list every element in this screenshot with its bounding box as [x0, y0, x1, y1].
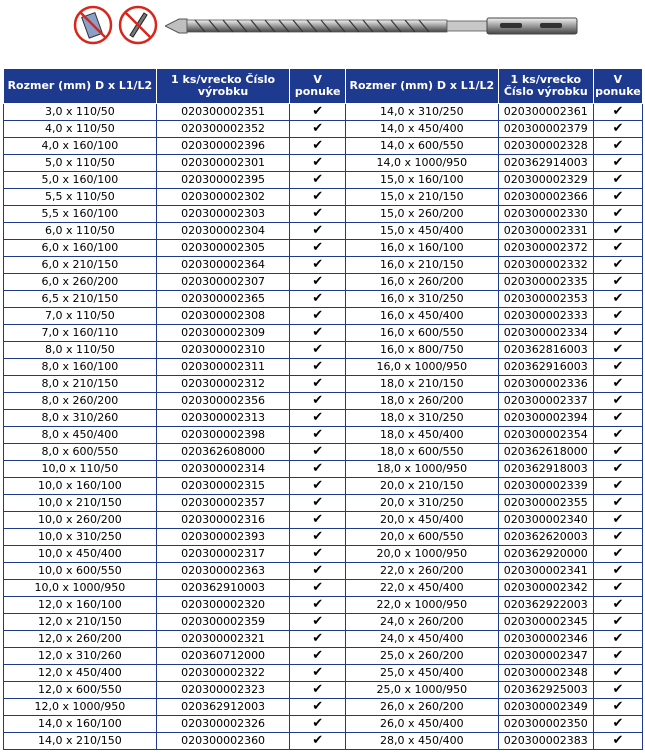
- table-row: [4, 512, 643, 529]
- product-number-left: 020300002351: [156, 104, 290, 121]
- product-number-left: 020300002321: [156, 631, 290, 648]
- availability-check-right: ✔: [593, 359, 642, 376]
- availability-check-right: ✔: [593, 699, 642, 716]
- size-right: 14,0 x 600/550: [345, 138, 498, 155]
- availability-check-right: ✔: [593, 138, 642, 155]
- table-row: [4, 699, 643, 716]
- product-number-left: 020362910003: [156, 580, 290, 597]
- product-number-left: 020362608000: [156, 444, 290, 461]
- availability-check-right: ✔: [593, 121, 642, 138]
- product-number-left: 020300002398: [156, 427, 290, 444]
- availability-check-right: ✔: [593, 444, 642, 461]
- table-row: [4, 274, 643, 291]
- product-number-left: 020300002313: [156, 410, 290, 427]
- table-row: [4, 614, 643, 631]
- product-number-right: 020362925003: [498, 682, 593, 699]
- product-number-left: 020360712000: [156, 648, 290, 665]
- availability-check-left: ✔: [290, 529, 346, 546]
- header-size-left: Rozmer (mm) D x L1/L2: [4, 69, 157, 104]
- size-left: 10,0 x 450/400: [4, 546, 157, 563]
- product-number-right: 020300002335: [498, 274, 593, 291]
- table-row: [4, 563, 643, 580]
- availability-check-left: ✔: [290, 461, 346, 478]
- availability-check-left: ✔: [290, 682, 346, 699]
- header-size-right: Rozmer (mm) D x L1/L2: [345, 69, 498, 104]
- product-number-left: 020300002308: [156, 308, 290, 325]
- table-row: [4, 291, 643, 308]
- product-number-left: 020300002352: [156, 121, 290, 138]
- availability-check-right: ✔: [593, 274, 642, 291]
- size-right: 28,0 x 450/400: [345, 733, 498, 750]
- size-right: 25,0 x 450/400: [345, 665, 498, 682]
- size-right: 16,0 x 260/200: [345, 274, 498, 291]
- product-number-right: 020300002353: [498, 291, 593, 308]
- size-right: 15,0 x 450/400: [345, 223, 498, 240]
- product-number-right: 020362618000: [498, 444, 593, 461]
- availability-check-right: ✔: [593, 546, 642, 563]
- table-row: [4, 648, 643, 665]
- size-right: 26,0 x 450/400: [345, 716, 498, 733]
- product-number-right: 020300002331: [498, 223, 593, 240]
- size-left: 10,0 x 260/200: [4, 512, 157, 529]
- product-number-right: 020300002383: [498, 733, 593, 750]
- availability-check-left: ✔: [290, 444, 346, 461]
- availability-check-left: ✔: [290, 648, 346, 665]
- size-right: 16,0 x 160/100: [345, 240, 498, 257]
- product-number-left: 020300002393: [156, 529, 290, 546]
- size-left: 12,0 x 210/150: [4, 614, 157, 631]
- product-number-right: 020300002340: [498, 512, 593, 529]
- size-left: 10,0 x 1000/950: [4, 580, 157, 597]
- table-row: [4, 155, 643, 172]
- size-right: 18,0 x 1000/950: [345, 461, 498, 478]
- product-number-left: 020300002303: [156, 206, 290, 223]
- product-number-right: 020300002348: [498, 665, 593, 682]
- size-left: 8,0 x 260/200: [4, 393, 157, 410]
- table-row: [4, 631, 643, 648]
- table-row: [4, 342, 643, 359]
- size-left: 8,0 x 600/550: [4, 444, 157, 461]
- size-right: 24,0 x 260/200: [345, 614, 498, 631]
- product-number-left: 020362912003: [156, 699, 290, 716]
- product-number-left: 020300002317: [156, 546, 290, 563]
- table-header-row: [4, 69, 643, 104]
- availability-check-right: ✔: [593, 189, 642, 206]
- table-row: [4, 597, 643, 614]
- product-number-right: 020300002339: [498, 478, 593, 495]
- product-number-left: 020300002357: [156, 495, 290, 512]
- size-left: 8,0 x 310/260: [4, 410, 157, 427]
- product-number-right: 020300002329: [498, 172, 593, 189]
- availability-check-right: ✔: [593, 597, 642, 614]
- size-left: 5,0 x 110/50: [4, 155, 157, 172]
- availability-check-right: ✔: [593, 342, 642, 359]
- size-right: 18,0 x 210/150: [345, 376, 498, 393]
- availability-check-right: ✔: [593, 563, 642, 580]
- product-number-left: 020300002323: [156, 682, 290, 699]
- size-left: 10,0 x 600/550: [4, 563, 157, 580]
- size-right: 20,0 x 1000/950: [345, 546, 498, 563]
- size-left: 10,0 x 310/250: [4, 529, 157, 546]
- table-row: [4, 682, 643, 699]
- availability-check-right: ✔: [593, 427, 642, 444]
- product-number-left: 020300002320: [156, 597, 290, 614]
- header-availability-left: V ponuke: [290, 69, 346, 104]
- availability-check-left: ✔: [290, 733, 346, 750]
- product-number-left: 020300002311: [156, 359, 290, 376]
- size-left: 6,0 x 260/200: [4, 274, 157, 291]
- product-number-right: 020300002341: [498, 563, 593, 580]
- size-left: 10,0 x 110/50: [4, 461, 157, 478]
- size-right: 26,0 x 260/200: [345, 699, 498, 716]
- size-left: 8,0 x 450/400: [4, 427, 157, 444]
- availability-check-right: ✔: [593, 495, 642, 512]
- availability-check-right: ✔: [593, 614, 642, 631]
- product-number-right: 020300002355: [498, 495, 593, 512]
- size-left: 12,0 x 160/100: [4, 597, 157, 614]
- size-right: 16,0 x 1000/950: [345, 359, 498, 376]
- availability-check-left: ✔: [290, 342, 346, 359]
- product-number-left: 020300002314: [156, 461, 290, 478]
- availability-check-left: ✔: [290, 257, 346, 274]
- size-left: 8,0 x 210/150: [4, 376, 157, 393]
- availability-check-left: ✔: [290, 172, 346, 189]
- size-right: 16,0 x 310/250: [345, 291, 498, 308]
- product-number-right: 020300002333: [498, 308, 593, 325]
- size-left: 6,0 x 210/150: [4, 257, 157, 274]
- size-right: 18,0 x 260/200: [345, 393, 498, 410]
- product-number-left: 020300002305: [156, 240, 290, 257]
- table-row: [4, 580, 643, 597]
- product-number-left: 020300002359: [156, 614, 290, 631]
- availability-check-right: ✔: [593, 631, 642, 648]
- header-images: [0, 0, 645, 68]
- table-row: [4, 427, 643, 444]
- size-left: 3,0 x 110/50: [4, 104, 157, 121]
- availability-check-left: ✔: [290, 410, 346, 427]
- size-left: 5,5 x 110/50: [4, 189, 157, 206]
- size-left: 12,0 x 1000/950: [4, 699, 157, 716]
- product-number-left: 020300002364: [156, 257, 290, 274]
- size-right: 15,0 x 160/100: [345, 172, 498, 189]
- table-row: [4, 206, 643, 223]
- availability-check-left: ✔: [290, 189, 346, 206]
- availability-check-right: ✔: [593, 172, 642, 189]
- product-number-right: 020300002342: [498, 580, 593, 597]
- table-row: [4, 376, 643, 393]
- availability-check-right: ✔: [593, 393, 642, 410]
- size-left: 14,0 x 160/100: [4, 716, 157, 733]
- product-number-left: 020300002360: [156, 733, 290, 750]
- size-left: 10,0 x 210/150: [4, 495, 157, 512]
- size-right: 22,0 x 260/200: [345, 563, 498, 580]
- availability-check-right: ✔: [593, 665, 642, 682]
- availability-check-right: ✔: [593, 410, 642, 427]
- size-left: 14,0 x 210/150: [4, 733, 157, 750]
- table-row: [4, 410, 643, 427]
- table-row: [4, 716, 643, 733]
- product-number-left: 020300002356: [156, 393, 290, 410]
- table-row: [4, 393, 643, 410]
- table-row: [4, 665, 643, 682]
- availability-check-left: ✔: [290, 546, 346, 563]
- availability-check-left: ✔: [290, 308, 346, 325]
- table-row: [4, 444, 643, 461]
- sds-drill-bit-image: [165, 6, 585, 46]
- availability-check-right: ✔: [593, 155, 642, 172]
- availability-check-left: ✔: [290, 325, 346, 342]
- availability-check-left: ✔: [290, 665, 346, 682]
- product-number-right: 020300002394: [498, 410, 593, 427]
- product-number-left: 020300002395: [156, 172, 290, 189]
- size-right: 15,0 x 210/150: [345, 189, 498, 206]
- product-number-left: 020300002316: [156, 512, 290, 529]
- size-right: 20,0 x 600/550: [345, 529, 498, 546]
- product-number-right: 020300002330: [498, 206, 593, 223]
- header-availability-right: V ponuke: [593, 69, 642, 104]
- no-wood-drilling-icon: [118, 5, 158, 45]
- availability-check-left: ✔: [290, 376, 346, 393]
- table-row: [4, 172, 643, 189]
- product-number-right: 020300002334: [498, 325, 593, 342]
- size-left: 5,0 x 160/100: [4, 172, 157, 189]
- product-number-left: 020300002396: [156, 138, 290, 155]
- availability-check-right: ✔: [593, 206, 642, 223]
- size-left: 12,0 x 310/260: [4, 648, 157, 665]
- size-right: 14,0 x 450/400: [345, 121, 498, 138]
- table-row: [4, 240, 643, 257]
- availability-check-right: ✔: [593, 325, 642, 342]
- availability-check-left: ✔: [290, 274, 346, 291]
- size-right: 25,0 x 1000/950: [345, 682, 498, 699]
- table-row: [4, 546, 643, 563]
- size-right: 14,0 x 310/250: [345, 104, 498, 121]
- size-right: 18,0 x 310/250: [345, 410, 498, 427]
- availability-check-right: ✔: [593, 512, 642, 529]
- availability-check-left: ✔: [290, 614, 346, 631]
- availability-check-left: ✔: [290, 223, 346, 240]
- availability-check-right: ✔: [593, 478, 642, 495]
- product-number-right: 020362916003: [498, 359, 593, 376]
- availability-check-left: ✔: [290, 291, 346, 308]
- product-number-left: 020300002326: [156, 716, 290, 733]
- table-row: [4, 478, 643, 495]
- table-row: [4, 121, 643, 138]
- product-number-left: 020300002301: [156, 155, 290, 172]
- availability-check-left: ✔: [290, 138, 346, 155]
- product-number-right: 020362816003: [498, 342, 593, 359]
- availability-check-right: ✔: [593, 716, 642, 733]
- availability-check-left: ✔: [290, 495, 346, 512]
- size-right: 22,0 x 1000/950: [345, 597, 498, 614]
- size-left: 7,0 x 110/50: [4, 308, 157, 325]
- availability-check-left: ✔: [290, 580, 346, 597]
- size-right: 20,0 x 210/150: [345, 478, 498, 495]
- product-number-left: 020300002363: [156, 563, 290, 580]
- product-number-right: 020300002372: [498, 240, 593, 257]
- availability-check-left: ✔: [290, 104, 346, 121]
- product-number-right: 020300002337: [498, 393, 593, 410]
- product-number-left: 020300002322: [156, 665, 290, 682]
- product-number-left: 020300002365: [156, 291, 290, 308]
- table-row: [4, 257, 643, 274]
- table-row: [4, 359, 643, 376]
- product-number-right: 020300002354: [498, 427, 593, 444]
- size-left: 6,5 x 210/150: [4, 291, 157, 308]
- product-number-left: 020300002304: [156, 223, 290, 240]
- availability-check-left: ✔: [290, 512, 346, 529]
- product-number-right: 020362914003: [498, 155, 593, 172]
- product-number-right: 020300002328: [498, 138, 593, 155]
- size-right: 16,0 x 800/750: [345, 342, 498, 359]
- size-right: 16,0 x 450/400: [345, 308, 498, 325]
- product-number-right: 020300002361: [498, 104, 593, 121]
- availability-check-left: ✔: [290, 359, 346, 376]
- size-right: 20,0 x 310/250: [345, 495, 498, 512]
- size-left: 12,0 x 260/200: [4, 631, 157, 648]
- product-number-left: 020300002302: [156, 189, 290, 206]
- availability-check-right: ✔: [593, 223, 642, 240]
- availability-check-left: ✔: [290, 121, 346, 138]
- size-left: 4,0 x 110/50: [4, 121, 157, 138]
- table-row: [4, 733, 643, 750]
- availability-check-right: ✔: [593, 682, 642, 699]
- product-number-right: 020362920000: [498, 546, 593, 563]
- table-row: [4, 104, 643, 121]
- size-right: 16,0 x 210/150: [345, 257, 498, 274]
- product-number-right: 020362918003: [498, 461, 593, 478]
- availability-check-right: ✔: [593, 308, 642, 325]
- availability-check-left: ✔: [290, 155, 346, 172]
- size-left: 10,0 x 160/100: [4, 478, 157, 495]
- product-number-right: 020300002347: [498, 648, 593, 665]
- product-number-right: 020300002332: [498, 257, 593, 274]
- availability-check-right: ✔: [593, 240, 642, 257]
- product-number-right: 020362922003: [498, 597, 593, 614]
- size-left: 8,0 x 110/50: [4, 342, 157, 359]
- availability-check-right: ✔: [593, 580, 642, 597]
- table-row: [4, 529, 643, 546]
- product-number-right: 020300002336: [498, 376, 593, 393]
- size-right: 24,0 x 450/400: [345, 631, 498, 648]
- availability-check-left: ✔: [290, 699, 346, 716]
- availability-check-left: ✔: [290, 478, 346, 495]
- product-number-left: 020300002315: [156, 478, 290, 495]
- product-number-right: 020300002366: [498, 189, 593, 206]
- table-row: [4, 223, 643, 240]
- availability-check-right: ✔: [593, 104, 642, 121]
- size-right: 18,0 x 450/400: [345, 427, 498, 444]
- size-left: 7,0 x 160/110: [4, 325, 157, 342]
- size-left: 6,0 x 160/100: [4, 240, 157, 257]
- availability-check-left: ✔: [290, 393, 346, 410]
- table-row: [4, 461, 643, 478]
- product-number-left: 020300002309: [156, 325, 290, 342]
- size-left: 6,0 x 110/50: [4, 223, 157, 240]
- availability-check-right: ✔: [593, 376, 642, 393]
- product-number-right: 020300002349: [498, 699, 593, 716]
- table-row: [4, 325, 643, 342]
- size-right: 18,0 x 600/550: [345, 444, 498, 461]
- size-left: 12,0 x 450/400: [4, 665, 157, 682]
- size-right: 14,0 x 1000/950: [345, 155, 498, 172]
- availability-check-left: ✔: [290, 206, 346, 223]
- size-right: 20,0 x 450/400: [345, 512, 498, 529]
- availability-check-right: ✔: [593, 461, 642, 478]
- availability-check-right: ✔: [593, 291, 642, 308]
- size-right: 16,0 x 600/550: [345, 325, 498, 342]
- header-product-number-left: 1 ks/vrecko Číslo výrobku: [156, 69, 290, 104]
- header-product-number-right: 1 ks/vrecko Číslo výrobku: [498, 69, 593, 104]
- size-right: 15,0 x 260/200: [345, 206, 498, 223]
- no-tile-drilling-icon: [73, 5, 113, 45]
- availability-check-left: ✔: [290, 240, 346, 257]
- product-number-right: 020300002345: [498, 614, 593, 631]
- product-table: [3, 68, 643, 750]
- size-left: 8,0 x 160/100: [4, 359, 157, 376]
- table-row: [4, 189, 643, 206]
- table-row: [4, 138, 643, 155]
- table-row: [4, 495, 643, 512]
- product-number-right: 020362620003: [498, 529, 593, 546]
- size-left: 5,5 x 160/100: [4, 206, 157, 223]
- availability-check-right: ✔: [593, 733, 642, 750]
- product-number-right: 020300002350: [498, 716, 593, 733]
- availability-check-left: ✔: [290, 631, 346, 648]
- availability-check-left: ✔: [290, 716, 346, 733]
- size-right: 22,0 x 450/400: [345, 580, 498, 597]
- availability-check-right: ✔: [593, 529, 642, 546]
- size-right: 25,0 x 260/200: [345, 648, 498, 665]
- availability-check-left: ✔: [290, 563, 346, 580]
- availability-check-left: ✔: [290, 427, 346, 444]
- size-left: 12,0 x 600/550: [4, 682, 157, 699]
- availability-check-right: ✔: [593, 648, 642, 665]
- availability-check-left: ✔: [290, 597, 346, 614]
- table-row: [4, 308, 643, 325]
- size-left: 4,0 x 160/100: [4, 138, 157, 155]
- product-number-right: 020300002379: [498, 121, 593, 138]
- product-number-left: 020300002310: [156, 342, 290, 359]
- product-number-left: 020300002307: [156, 274, 290, 291]
- availability-check-right: ✔: [593, 257, 642, 274]
- product-number-left: 020300002312: [156, 376, 290, 393]
- product-number-right: 020300002346: [498, 631, 593, 648]
